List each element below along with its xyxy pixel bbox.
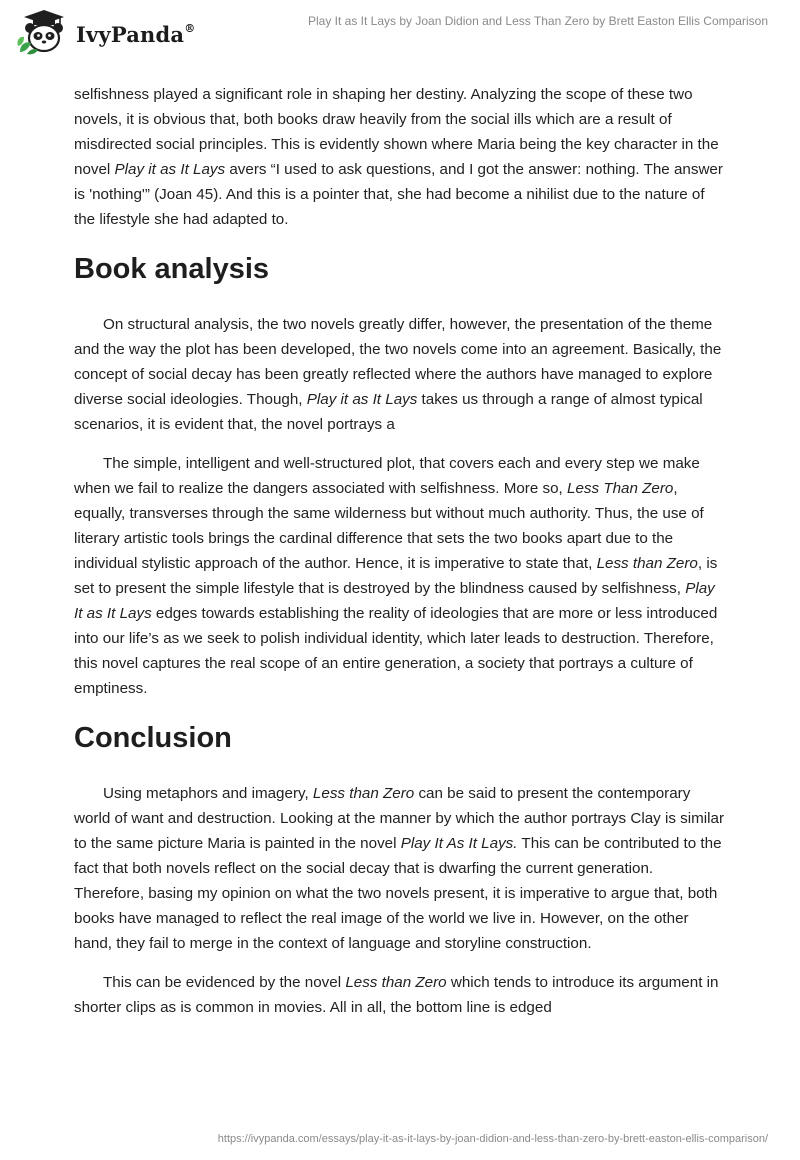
source-url[interactable]: https://ivypanda.com/essays/play-it-as-it-lays-by-joan-didion-and-less-than-zero-by-brett-easton-ellis-comparison/ — [217, 1133, 768, 1145]
conclusion-paragraph-2: This can be evidenced by the novel Less than Zero which tends to introduce its argument in shorter clips as is common in movies. All in all, the bottom line is edged — [74, 974, 719, 1016]
document-title: Play It as It Lays by Joan Didion and Less Than Zero by Brett Easton Ellis Comparison — [307, 14, 768, 28]
page-header — [0, 0, 800, 60]
book-analysis-paragraph-1: On structural analysis, the two novels greatly differ, however, the presentation of the theme and the way the plot has been developed, the two novels come into an agreement. Basically, the concept of social decay has been greatly reflected where the authors have managed to explore diverse social ideologies. Though, Play it as It Lays takes us through a range of almost typical scenarios, it is evident that, the novel portrays a — [74, 316, 722, 433]
essay-body — [74, 82, 726, 1020]
ivypanda-logo[interactable] — [14, 8, 195, 56]
panda-graduate-icon — [14, 8, 70, 56]
conclusion-paragraph-1: Using metaphors and imagery, Less than Zero can be said to present the contemporary world of want and destruction. Looking at the manner by which the author portrays Clay is similar to the same picture Maria is painted in the novel Play It As It Lays. This can be contributed to the fact that both novels reflect on the social decay that is dwarfing the current generation. Therefore, basing my opinion on what the two novels present, it is imperative to argue that, both books have managed to reflect the real image of the world we live in. However, on the other hand, they fail to merge in the context of language and storyline construction. — [74, 785, 725, 952]
intro-paragraph: selfishness played a significant role in shaping her destiny. Analyzing the scope of these two novels, it is obvious that, both books draw heavily from the social ills which are a result of misdirected social principles. This is evidently shown where Maria being the key character in the novel Play it as It Lays avers “I used to ask questions, and I got the answer: nothing. The answer is 'nothing'” (Joan 45). And this is a pointer that, she had become a nihilist due to the nature of the lifestyle she had adapted to. — [74, 86, 723, 228]
book-analysis-heading: Book analysis — [74, 253, 270, 285]
book-analysis-paragraph-2: The simple, intelligent and well-structured plot, that covers each and every step we make when we fail to realize the dangers associated with selfishness. More so, Less Than Zero, equally, transverses through the same wilderness but without much authority. Thus, the use of literary artistic tools brings the cardinal difference that sets the two books apart due to the individual stylistic approach of the author. Hence, it is imperative to state that, Less than Zero, is set to present the simple lifestyle that is destroyed by the blindness caused by selfishness, Play It as It Lays edges towards establishing the reality of ideologies that are more or less introduced into our life’s as we seek to polish individual identity, which later leads to destruction. Therefore, this novel captures the real scope of an entire generation, a society that portrays a culture of emptiness. — [74, 455, 718, 697]
conclusion-heading: Conclusion — [74, 722, 232, 754]
brand-name: IvyPanda® — [76, 21, 196, 47]
